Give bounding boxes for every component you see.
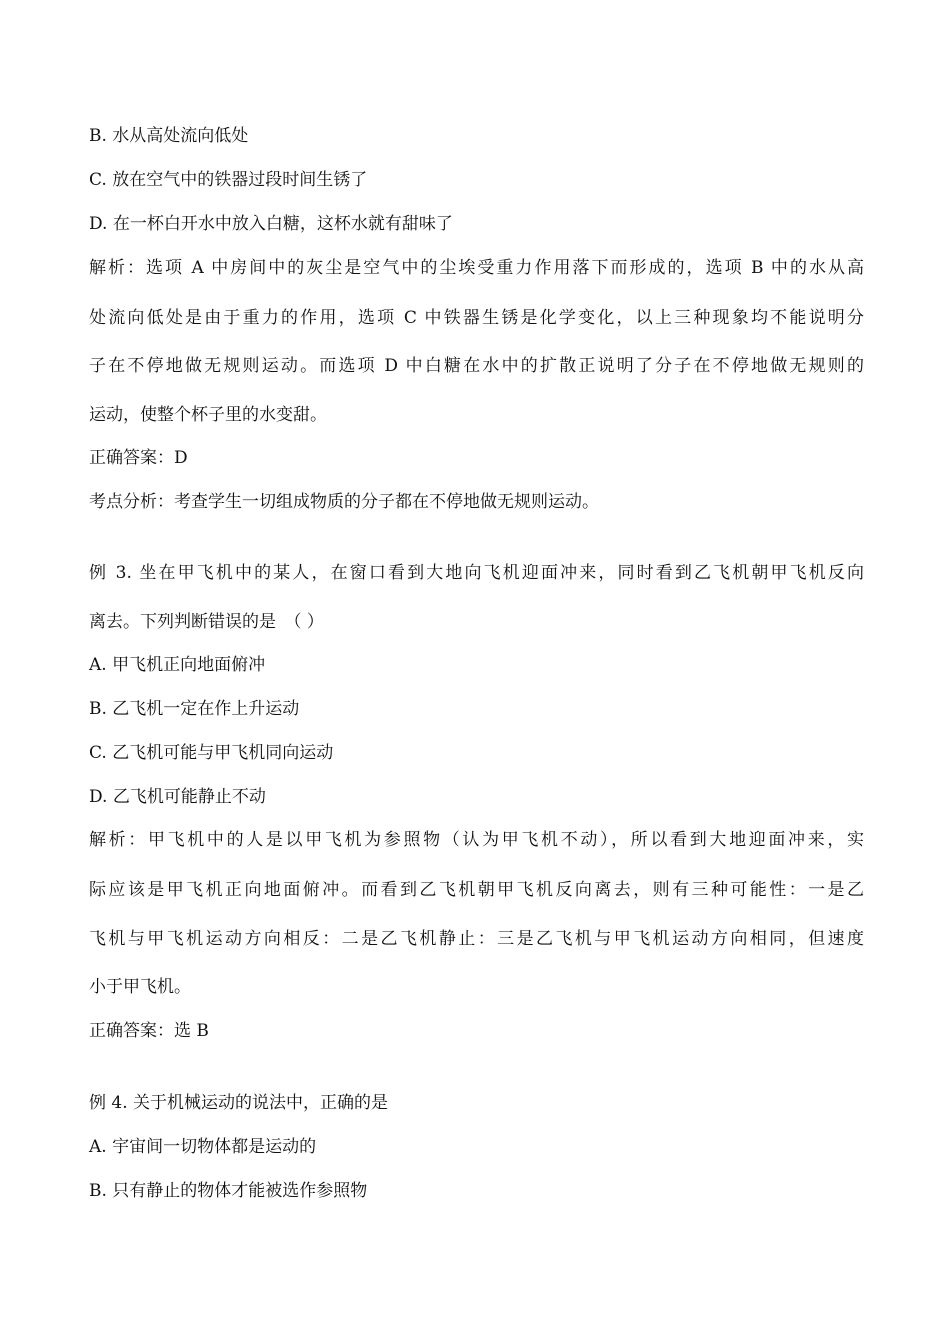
ex3-analysis-line: 飞机与甲飞机运动方向相反：二是乙飞机静止：三是乙飞机与甲飞机运动方向相同，但速度 [89, 929, 864, 949]
ex2-analysis-line: 处流向低处是由于重力的作用，选项 C 中铁器生锈是化学变化，以上三种现象均不能说明分 [89, 308, 864, 328]
ex2-analysis-line: 运动，使整个杯子里的水变甜。 [89, 405, 327, 425]
ex4-question: 例 4. 关于机械运动的说法中，正确的是 [89, 1093, 389, 1113]
ex3-answer: 正确答案：选 B [89, 1021, 209, 1041]
ex2-option-c: C. 放在空气中的铁器过段时间生锈了 [89, 170, 368, 190]
ex3-analysis-line: 解析：甲飞机中的人是以甲飞机为参照物（认为甲飞机不动），所以看到大地迎面冲来，实 [89, 830, 864, 850]
ex3-question-line: 例 3. 坐在甲飞机中的某人，在窗口看到大地向飞机迎面冲来，同时看到乙飞机朝甲飞机反向 [89, 563, 864, 583]
ex3-option-c: C. 乙飞机可能与甲飞机同向运动 [89, 743, 334, 763]
ex2-answer: 正确答案：D [89, 448, 188, 468]
ex3-question-line: 离去。下列判断错误的是 （ ） [89, 612, 324, 632]
ex4-option-a: A. 宇宙间一切物体都是运动的 [89, 1137, 317, 1157]
ex3-option-b: B. 乙飞机一定在作上升运动 [89, 699, 300, 719]
ex3-analysis-line: 小于甲飞机。 [89, 977, 191, 997]
ex3-option-a: A. 甲飞机正向地面俯冲 [89, 655, 266, 675]
ex3-analysis-line: 际应该是甲飞机正向地面俯冲。而看到乙飞机朝甲飞机反向离去，则有三种可能性：一是乙 [89, 880, 864, 900]
ex4-option-b: B. 只有静止的物体才能被选作参照物 [89, 1181, 368, 1201]
ex2-analysis-line: 解析：选项 A 中房间中的灰尘是空气中的尘埃受重力作用落下而形成的，选项 B 中的水从高 [89, 258, 864, 278]
ex2-analysis-line: 子在不停地做无规则运动。而选项 D 中白糖在水中的扩散正说明了分子在不停地做无规则的 [89, 356, 864, 376]
ex2-option-b: B. 水从高处流向低处 [89, 126, 249, 146]
ex3-option-d: D. 乙飞机可能静止不动 [89, 787, 266, 807]
ex2-point-analysis: 考点分析：考查学生一切组成物质的分子都在不停地做无规则运动。 [89, 492, 599, 512]
ex2-option-d: D. 在一杯白开水中放入白糖，这杯水就有甜味了 [89, 214, 453, 234]
